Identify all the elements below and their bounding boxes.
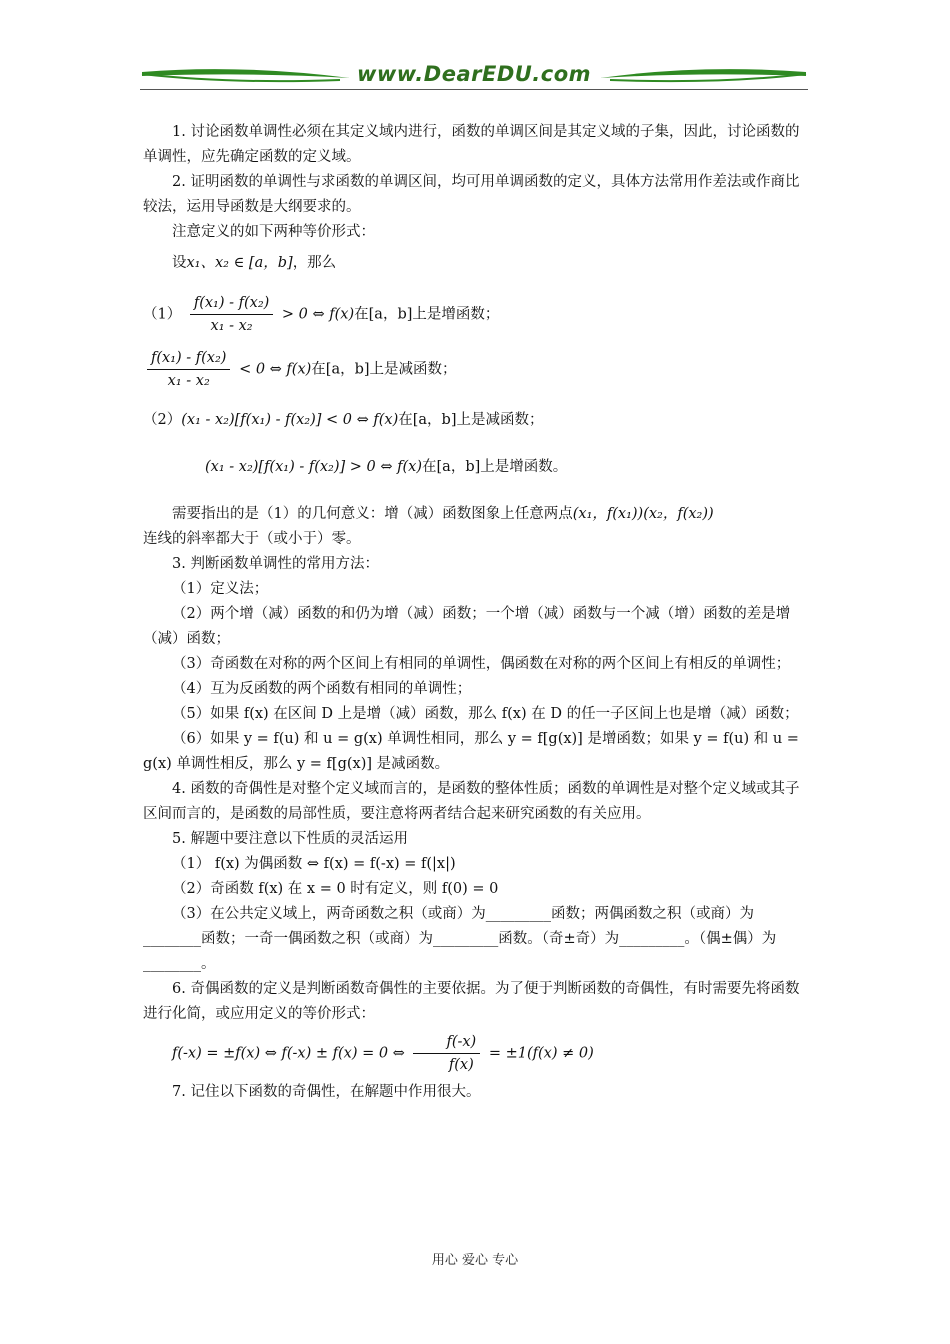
- property-2: （2）奇函数 f(x) 在 x = 0 时有定义，则 f(0) = 0: [172, 881, 499, 897]
- formula-6: f(-x) = ±f(x) ⇔ f(-x) ± f(x) = 0 ⇔ $\frac{f(-x)}{f(x)}$ = ±1(f(x) ≠ 0): [143, 1031, 807, 1076]
- formula-2a: （2）(x₁ - x₂)[f(x₁) - f(x₂)] < 0 ⇔ f(x)在[a，b]上是减函数；: [143, 412, 544, 428]
- item-6: 6. 奇偶函数的定义是判断函数奇偶性的主要依据。为了便于判断函数的奇偶性，有时需要先将函数进行化简，或应用定义的等价形式：: [143, 981, 800, 1022]
- method-4: （4）互为反函数的两个函数有相同的单调性；: [172, 681, 472, 697]
- formula-1b: $\frac{\text{f(x₁) - f(x₂)}}{\text{x₁ - x₂}}$ < 0 ⇔ f(x)在[a，b]上是减函数；: [143, 347, 807, 392]
- header-rule: [140, 89, 808, 90]
- property-3: （3）在公共定义域上，两奇函数之积（或商）为_________函数；两偶函数之积（或商）为________函数；一奇一偶函数之积（或商）为_________函数。（奇±奇）为_________。（偶±偶）为________。: [143, 906, 777, 972]
- site-name: www.DearEDU.com: [356, 62, 592, 86]
- document-body: [143, 120, 807, 1105]
- method-2: （2）两个增（减）函数的和仍为增（减）函数；一个增（减）函数与一个减（增）函数的差是增（减）函数；: [143, 606, 791, 647]
- method-3: （3）奇函数在对称的两个区间上有相同的单调性，偶函数在对称的两个区间上有相反的单调性；: [172, 656, 791, 672]
- formula-2b: (x₁ - x₂)[f(x₁) - f(x₂)] > 0 ⇔ f(x)在[a，b]上是增函数。: [205, 459, 568, 475]
- page-footer: 用心 爱心 专心: [431, 1253, 519, 1268]
- site-header: [140, 60, 808, 92]
- geometric-meaning: 需要指出的是（1）的几何意义：增（减）函数图象上任意两点(x₁，f(x₁))(x₂，f(x₂)): [172, 506, 714, 522]
- item-2: 2. 证明函数的单调性与求函数的单调区间，均可用单调函数的定义，具体方法常用作差法或作商比较法，运用导函数是大纲要求的。: [143, 174, 800, 215]
- item-7: 7. 记住以下函数的奇偶性，在解题中作用很大。: [172, 1084, 481, 1100]
- formula-1a: （1） $\frac{\text{f(x₁) - f(x₂)}}{\text{x₁ - x₂}}$ > 0 ⇔ f(x)在[a，b]上是增函数；: [143, 292, 807, 337]
- property-1: （1） f(x) 为偶函数 ⇔ f(x) = f(-x) = f(|x|): [172, 856, 456, 872]
- equiv-intro: 注意定义的如下两种等价形式：: [172, 224, 375, 240]
- geometric-meaning-tail: 连线的斜率都大于（或小于）零。: [143, 531, 361, 547]
- let-line: 设x₁、x₂ ∈ [a，b]，那么: [172, 255, 337, 271]
- item-4: 4. 函数的奇偶性是对整个定义域而言的，是函数的整体性质；函数的单调性是对整个定义域或其子区间而言的，是函数的局部性质，要注意将两者结合起来研究函数的有关应用。: [143, 781, 800, 822]
- item-5: 5. 解题中要注意以下性质的灵活运用: [172, 831, 408, 847]
- method-5: （5）如果 f(x) 在区间 D 上是增（减）函数，那么 f(x) 在 D 的任一子区间上也是增（减）函数；: [172, 706, 799, 722]
- method-1: （1）定义法；: [172, 581, 269, 597]
- item-1: 1. 讨论函数单调性必须在其定义域内进行，函数的单调区间是其定义域的子集，因此，讨论函数的单调性，应先确定函数的定义域。: [143, 124, 800, 165]
- item-3: 3. 判断函数单调性的常用方法：: [172, 556, 379, 572]
- method-6: （6）如果 y = f(u) 和 u = g(x) 单调性相同，那么 y = f[g(x)] 是增函数；如果 y = f(u) 和 u = g(x) 单调性相反，那么 y = f[g(x)] 是减函数。: [143, 731, 799, 772]
